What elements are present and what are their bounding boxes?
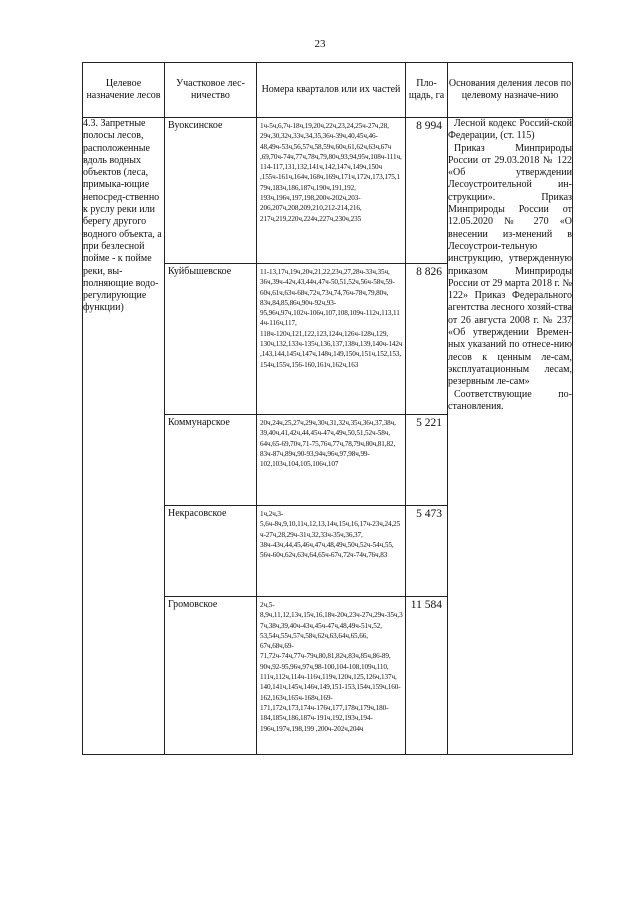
quarter-numbers: 20ч,24ч,25,27ч,29ч,30ч,31,32ч,35ч,36ч,37,38ч, 39,40ч,41,42ч,44,45ч-47ч,49ч,50,51,52ч-58ч, 64ч,65-69,70ч,71-75,76ч,77ч,78,79ч,80ч,81,82, 83ч-87ч,89ч,90-93,94ч,96ч,97,98ч,99-102,103ч,104,105,106ч,107 (257, 415, 406, 506)
header-purpose: Целевое назначение лесов (83, 63, 165, 118)
page-number: 23 (314, 38, 326, 50)
forestry-name: Некрасовское (165, 506, 257, 597)
basis-paragraph: Соответствующие по-становления. (448, 388, 572, 412)
basis-paragraph: Приказ Минприроды России от 29.03.2018 № 122 «Об утверждении Лесоустроительной ин-струкции». Приказ Минприроды России от 12.05.2020 № 270 «О внесении из-менений в Лесоустрои-тельную инструкцию, утвержденную приказом Минприроды России от 29 марта 2018 г. № 122» Приказ Федерального агентства лесного хозяй-ства от 26 августа 2008 г. № 237 «Об утверждении Времен-ных указаний по отнесе-нию лесов к ценным ле-сам, эксплуатационным лесам, резервным ле-сам» (448, 142, 572, 388)
header-forestry: Участковое лес-ничество (165, 63, 257, 118)
forestry-name: Вуоксинское (165, 118, 257, 264)
header-basis: Основания деления лесов по целевому назначе-нию (448, 63, 573, 118)
quarter-numbers: 1ч,2ч,3-5,6ч-8ч,9,10,11ч,12,13,14ч,15ч,16,17ч-23ч,24,25ч-27ч,28,29ч-31ч,32,33ч-35ч,36,37, 38ч-43ч,44,45,46ч,47ч,48,49ч,50ч,52ч-54ч,55, 56ч-60ч,62ч,63ч,64,65ч-67ч,72ч-74ч,76ч,83 (257, 506, 406, 597)
area-value: 8 994 (406, 118, 448, 264)
basis-cell (448, 118, 573, 755)
header-area: Пло-щадь, га (406, 63, 448, 118)
area-value: 11 584 (406, 597, 448, 755)
area-value: 5 221 (406, 415, 448, 506)
table-row (83, 118, 573, 264)
basis-paragraph: Лесной кодекс Россий-ской Федерации, (ст. 115) (448, 118, 572, 142)
quarter-numbers: 11-13,17ч,19ч,20ч,21,22,23ч,27,28ч-33ч,35ч, 36ч,39ч-42ч,43,44ч,47ч-50,51,52ч,56ч-58ч,59-60ч,61ч,63ч-68ч,72ч,73ч,74,76ч-78ч,79,80ч, 83ч,84,85,86ч,90ч-92ч,93-95,96ч,97ч,102ч-106ч,107,108,109ч-112ч,113,114ч-116ч,117, 118ч-120ч,121,122,123,124ч,126ч-128ч,129, 130ч,132,133ч-135ч,136,137,138ч,139,140ч-142ч,143,144,145ч,147ч,148ч,149,150ч,151ч,152,153,154ч,155ч,156-160,161ч,162ч,163 (257, 264, 406, 415)
header-quarters: Номера кварталов или их частей (257, 63, 406, 118)
forestry-name: Громовское (165, 597, 257, 755)
purpose-cell: 4.3. Запретные полосы лесов, расположенные вдоль водных объектов (леса, примыка-ющие непосред-ственно к руслу реки или берегу другого водного объекта, а при безлесной пойме - к пойме реки, вы-полняющие водо-регулирующие функции) (83, 118, 165, 755)
table-header-row (83, 63, 573, 118)
quarter-numbers: 2ч,5-8,9ч,11,12,13ч,15ч,16,18ч-20ч,23ч-27ч,29ч-35ч,37ч,38ч,39,40ч-43ч,45ч-47ч,48,49ч-51ч,52, 53,54ч,55ч,57ч,58ч,62ч,63,64ч,65,66, 67ч,68ч,69-71,72ч-74ч,77ч-79ч,80,81,82ч,83ч,85ч,86-89, 90ч,92-95,96ч,97ч,98-100,104-108,109ч,110, 111ч,112ч,114ч-116ч,119ч,120ч,125,126ч,137ч, 140,141ч,145ч,146ч,149,151-153,154ч,159ч,160-162,163ч,165ч-168ч,169-171,172ч,173,174ч-176ч,177,178ч,179ч,180-184,185ч,186,187ч-191ч,192,193ч,194-196ч,197ч,198,199 ,200ч-202ч,204ч (257, 597, 406, 755)
forestry-name: Куйбышевское (165, 264, 257, 415)
quarter-numbers: 1ч-5ч,6,7ч-18ч,19,20ч,22ч,23,24,25ч-27ч,28, 29ч,30,32ч,33ч,34,35,36ч-39ч,40,45ч,46-48,49ч-53ч,56,57ч,58,59ч,60ч,61,62ч,63ч,67ч ,69,70ч-74ч,77ч,78ч,79,80ч,93,94,95ч,108ч-111ч,114-117,131,132,141ч,142,147ч,149ч,150ч ,155ч-161ч,164ч,168ч,169ч,171ч,172ч,173,175,179ч,183ч,186,187ч,190ч,191,192, 193ч,196ч,197,198,200ч-202ч,203-206,207ч,208,209,210,212-214,216, 217ч,219,220ч,224ч,227ч,230ч,235 (257, 118, 406, 264)
area-value: 8 826 (406, 264, 448, 415)
forest-purpose-table (82, 62, 573, 755)
forestry-name: Коммунарское (165, 415, 257, 506)
area-value: 5 473 (406, 506, 448, 597)
